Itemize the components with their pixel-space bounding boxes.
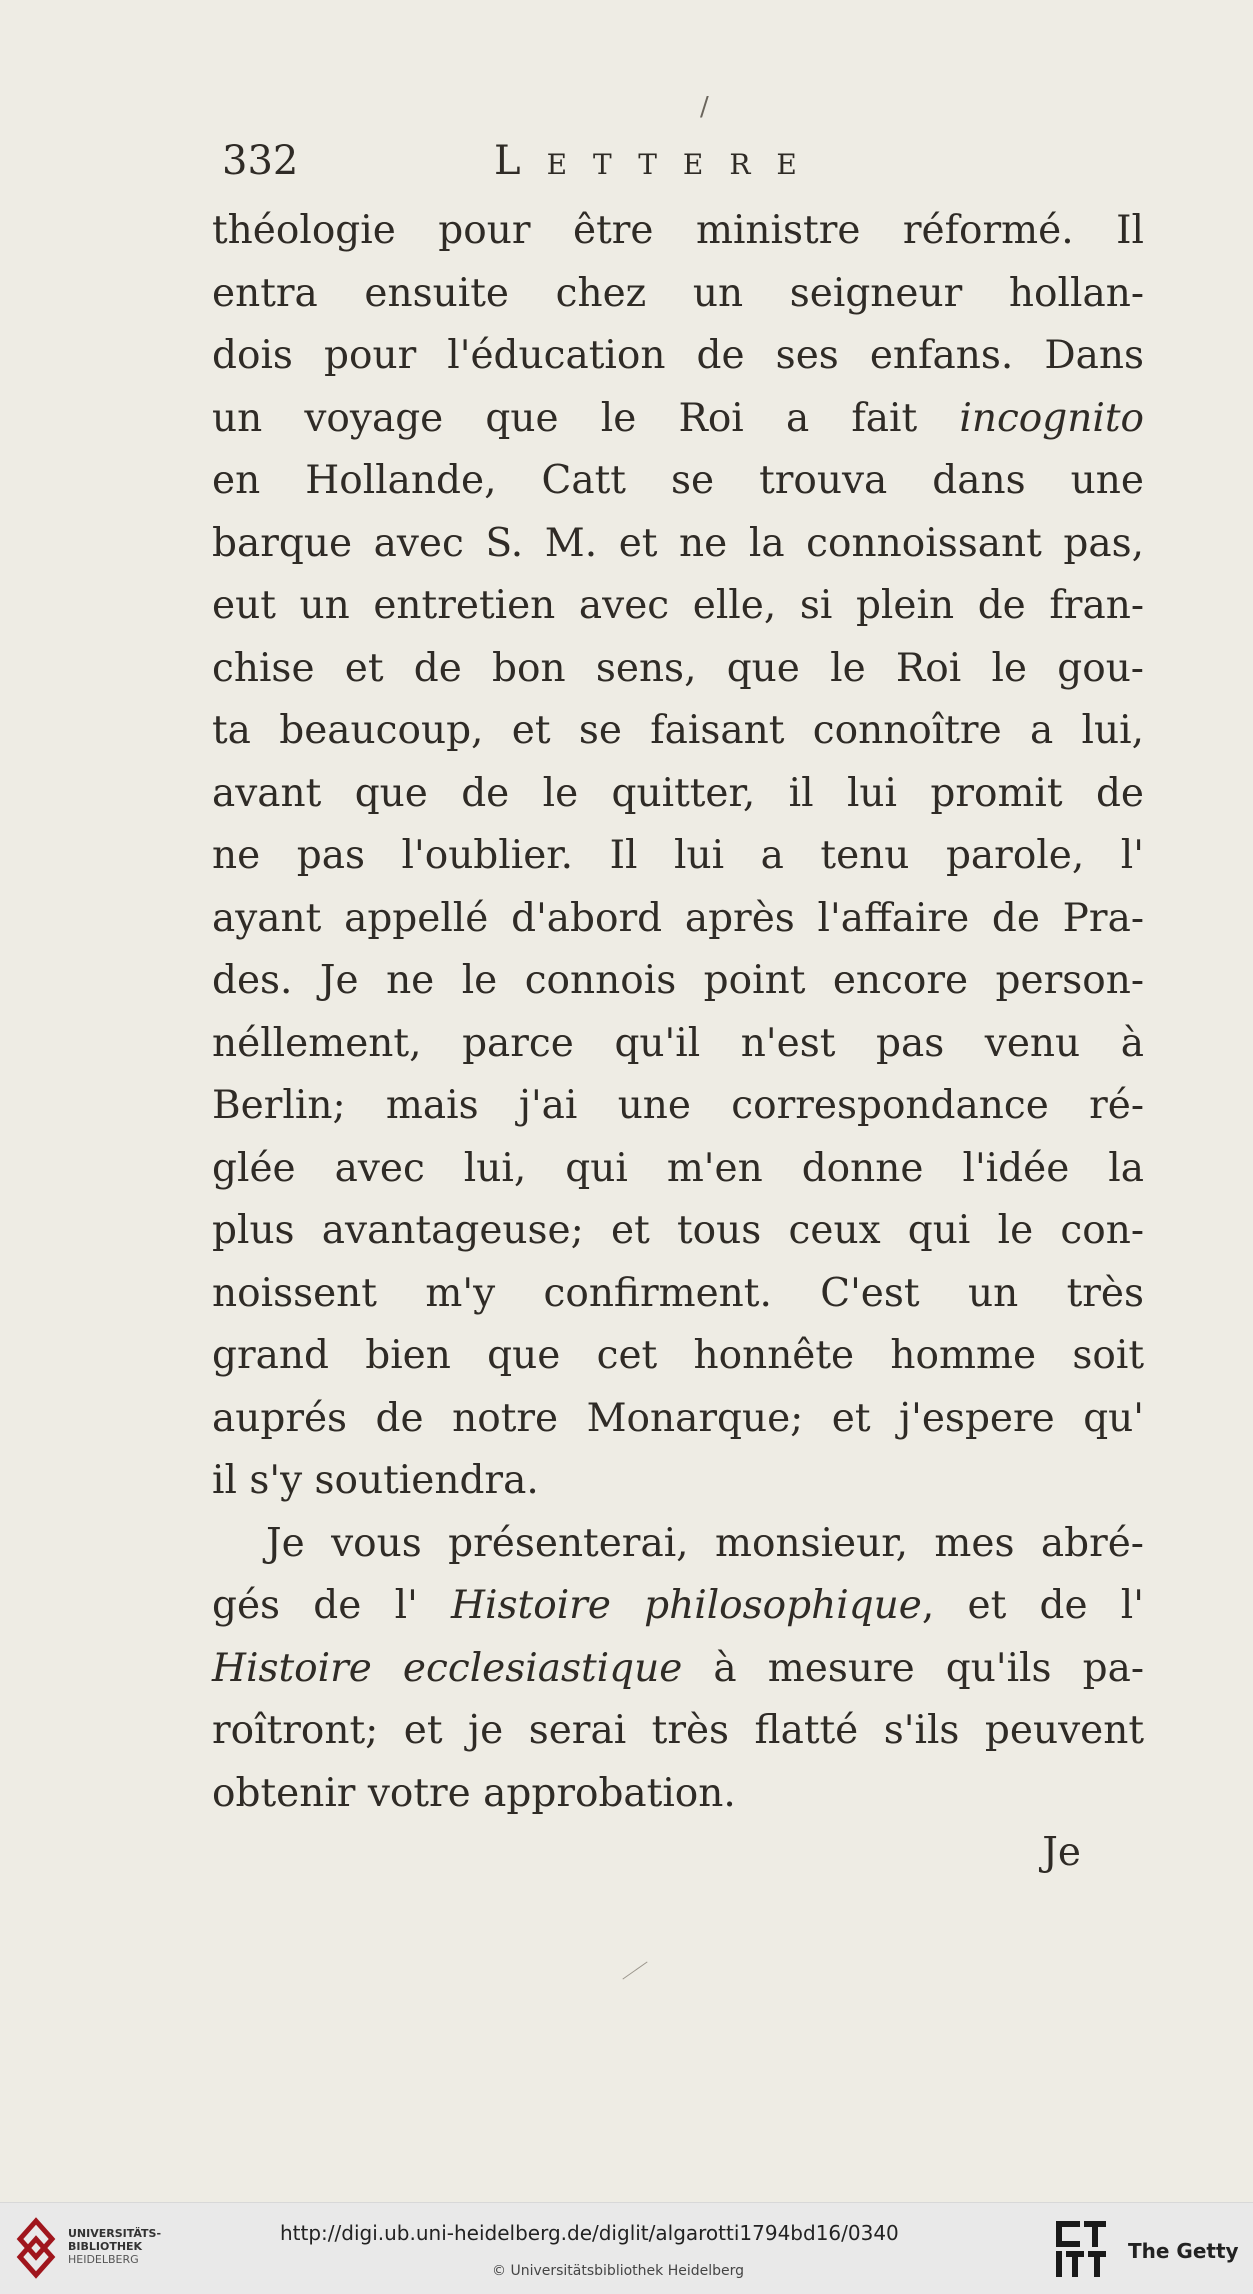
library-name-line: BIBLIOTHEK [68,2240,143,2253]
text-line: ne pas l'oublier. Il lui a tenu parole, l' [212,833,1144,878]
text-line: auprés de notre Monarque; et j'espere qu' [212,1395,1144,1441]
text-line: dois pour l'éducation de ses enfans. Dans [212,333,1144,378]
text-line: chise et de bon sens, que le Roi le gou- [212,645,1144,691]
italic-incognito: incognito [959,395,1144,441]
text-line: roîtront; et je serai très flatté s'ils peuvent [212,1708,1144,1753]
text-line: théologie pour être ministre réformé. Il [212,208,1144,253]
text-line: grand bien que cet honnête homme soit [212,1333,1144,1378]
text-line: des. Je ne le connois point encore person- [212,958,1144,1003]
running-title: Lettere [494,138,823,184]
text-segment: à mesure qu'ils pa- [682,1645,1145,1691]
library-name [68,2227,161,2266]
getty-logo-icon [1052,2217,1110,2281]
catchword: Je [1042,1830,1081,1875]
text-line: plus avantageuse; et tous ceux qui le con- [212,1208,1144,1253]
page-number: 332 [222,138,299,184]
text-segment: gés de l' [212,1583,452,1628]
text-line [212,1638,1144,1701]
text-line: en Hollande, Catt se trouva dans une [212,458,1144,503]
text-line: il s'y soutiendra. [212,1458,539,1503]
text-line: obtenir votre approbation. [212,1770,736,1816]
italic-histoire-philosophique: Histoire philosophique [451,1583,922,1628]
text-line: entra ensuite chez un seigneur hollan- [212,270,1144,316]
library-name-line: HEIDELBERG [68,2253,139,2266]
copyright-notice: © Universitätsbibliothek Heidelberg [492,2263,745,2279]
text-segment: , et de l' [921,1583,1144,1628]
text-segment: un voyage que le Roi a fait [212,395,960,441]
permalink[interactable]: http://digi.ub.uni-heidelberg.de/diglit/algarotti1794bd16/0340 [280,2221,899,2245]
pencil-mark [622,1961,647,1979]
text-line: Berlin; mais j'ai une correspondance ré- [212,1083,1144,1128]
letter-text [212,200,1144,1825]
text-line: barque avec S. M. et ne la connoissant pas, [212,520,1144,566]
text-line: eut un entretien avec elle, si plein de fran- [212,583,1144,628]
italic-histoire-ecclesiastique: Histoire ecclesiastique [212,1645,683,1691]
text-line: ta beaucoup, et se faisant connoître a lui, [212,708,1144,753]
library-name-line: UNIVERSITÄTS- [68,2227,162,2240]
text-line: glée avec lui, qui m'en donne l'idée la [212,1145,1144,1191]
text-line: avant que de le quitter, il lui promit de [212,770,1144,816]
library-logo-icon [12,2217,60,2279]
viewer-footer [0,2202,1253,2294]
text-line: Je vous présenterai, monsieur, mes abré- [266,1520,1144,1566]
text-line: néllement, parce qu'il n'est pas venu à [212,1020,1144,1066]
page-header [222,138,1142,198]
text-line: ayant appellé d'abord après l'affaire de Pra- [212,895,1144,941]
text-line [212,1575,1144,1638]
sponsor-name: The Getty [1128,2239,1239,2263]
text-line: noissent m'y confirment. C'est un très [212,1270,1144,1316]
pencil-mark: / [700,92,709,122]
text-line [212,388,1144,451]
